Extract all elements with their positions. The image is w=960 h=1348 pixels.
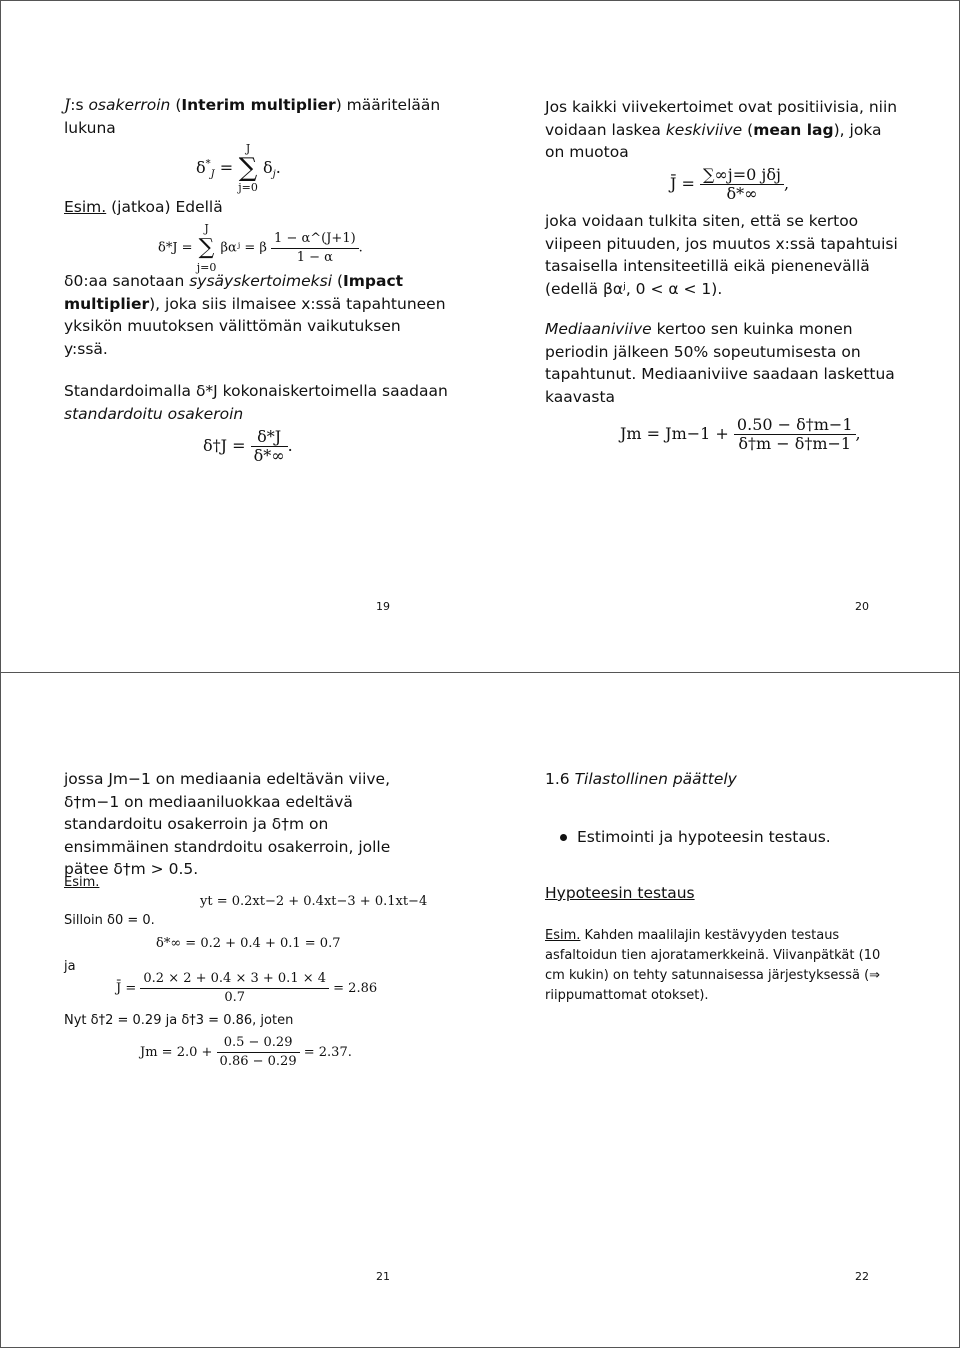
slide19-impact [64, 270, 449, 360]
equation-median-lag: Jm = Jm−1 + $\frac{0.50 - \delta\dagger m-1}{\delta\dagger m - \delta\dagger m-1}$ , [620, 415, 861, 453]
text: ( [332, 272, 344, 290]
eq3-numerator: δ*J [251, 428, 288, 447]
slide22-example [545, 926, 900, 1006]
slide21-silloin: Silloin δ0 = 0. [64, 913, 155, 928]
sum-upper: J [245, 142, 251, 155]
text: ), joka on muotoa [545, 120, 882, 161]
equation-mean-lag: J̄ = $\frac{\text{∑∞j=0 jδj}}{\delta*\infty}$ , [670, 165, 790, 203]
eq2-mid: βαʲ = β [220, 240, 267, 256]
bullet-icon [560, 834, 567, 841]
term-osakerroin: osakerroin [88, 96, 171, 114]
eq2-numerator: 1 − α^(J+1) [271, 230, 359, 249]
page-number-22: 22 [855, 1270, 869, 1283]
esim-label: Esim. [545, 928, 581, 943]
text: ) määritelään lukuna [64, 96, 441, 137]
section-number: 1.6 [545, 770, 575, 788]
slide19-esim [64, 196, 223, 219]
eq-numerator: ∑∞j=0 jδj [700, 166, 784, 185]
slide-20 [545, 96, 900, 164]
text: ( [742, 120, 754, 139]
text: Jos kaikki viivekertoimet ovat positiivisia, niin voidaan laskea [545, 98, 898, 139]
eq-denominator: 0.86 − 0.29 [219, 1054, 297, 1069]
term-sysayskerroin: sysäyskertoimeksi [189, 272, 333, 290]
term-impact-multiplier: Impact multiplier [64, 272, 404, 313]
page-number-21: 21 [376, 1270, 390, 1283]
section-title: Tilastollinen päättely [574, 770, 737, 788]
equation-standardized: δ†J = $\frac{\delta*J}{\delta*\infty}$ . [203, 427, 293, 465]
slide22-bullet [560, 826, 831, 849]
slide19-intro [64, 94, 449, 139]
eq2-denominator: 1 − α [296, 249, 333, 265]
equation-geometric: δ*J = J ∑ j=0 βαʲ = β $\frac{1 - \alpha\^{}(J+1)}{1 - \alpha}$ . [158, 222, 363, 274]
slide21-nyt: Nyt δ†2 = 0.29 ja δ†3 = 0.86, joten [64, 1013, 294, 1028]
term-keskiviive: keskiviive [665, 120, 743, 139]
equation-model: yt = 0.2xt−2 + 0.4xt−3 + 0.1xt−4 [200, 894, 428, 909]
eq2-lhs: δ*J = [158, 240, 193, 256]
eq-denominator: δ†m − δ†m−1 [738, 434, 852, 453]
slide-21 [64, 768, 424, 881]
eq-rhs: = 2.37. [303, 1045, 352, 1060]
equation-mean-lag-example [116, 970, 377, 1007]
text: ( [170, 96, 182, 114]
text: kertoo sen kuinka monen periodin jälkeen 50% sopeutumisesta on tapahtunut. Mediaaniviive saadaan laskettua kaavasta [545, 320, 895, 406]
eq-numerator: 0.5 − 0.29 [217, 1034, 300, 1053]
page-number-20: 20 [855, 600, 869, 613]
eq3-denominator: δ*∞ [253, 446, 285, 465]
slide21-esim [64, 872, 99, 895]
equation-total: δ*∞ = 0.2 + 0.4 + 0.1 = 0.7 [156, 936, 341, 951]
term-interim-multiplier: Interim multiplier [181, 96, 336, 114]
equation-median-example [140, 1034, 352, 1071]
text: δ0:aa sanotaan [64, 272, 190, 290]
text: ), joka siis ilmaisee x:ssä tapahtuneen yksikön muutoksen välittömän vaikutuksen y:ssä. [64, 294, 446, 358]
eq-lhs: Jm = Jm−1 + [620, 424, 729, 443]
eq-lhs: J̄ = [670, 174, 695, 193]
eq-denominator: δ*∞ [726, 184, 758, 203]
slide-19 [64, 94, 449, 139]
page-left-border [0, 0, 1, 1348]
bullet-text: Estimointi ja hypoteesin testaus. [577, 828, 831, 846]
esim-label: Esim. [64, 875, 100, 890]
esim-text: (jatkoa) Edellä [106, 198, 223, 216]
slide19-standardized [64, 380, 449, 425]
page-number-19: 19 [376, 600, 390, 613]
symbol-j: J [64, 96, 71, 114]
slide22-heading [545, 768, 737, 791]
subheading: Hypoteesin testaus [545, 884, 695, 902]
slide21-ja: ja [64, 959, 76, 974]
equation-partial-multiplier: $\delta^*_J$ = J ∑ j=0 $\delta_j$. [196, 142, 281, 194]
eq3-lhs: δ†J = [203, 436, 246, 455]
term-mediaaniviive: Mediaaniviive [545, 320, 652, 338]
sum-lower: j=0 [238, 181, 258, 194]
term-standardoitu: standardoitu osakeroin [64, 404, 244, 423]
eq-rhs: = 2.86 [333, 981, 378, 996]
eq-lhs: Jm = 2.0 + [140, 1045, 213, 1060]
slide21-intro: jossa Jm−1 on mediaania edeltävän viive, δ†m−1 on mediaaniluokkaa edeltävä standardoitu osakerroin ja δ†m on ensimmäinen standrdoitu osakerroin, jolle pätee δ†m > 0.5. [64, 770, 391, 878]
example-text: Kahden maalilajin kestävyyden testaus asfaltoidun tien ajoratamerkkeinä. Viivanpätkät (10 cm kukin) on tehty satunnaisessa järjestyksessä (⇒ riippumattomat otokset). [545, 928, 881, 1003]
interpretation-text: joka voidaan tulkita siten, että se kertoo viipeen pituuden, jos muutos x:ssä tapahtuisi tasaisella intensiteetillä eikä pienenevällä (edellä βαʲ, 0 < α < 1). [545, 212, 898, 298]
eq-denominator: 0.7 [224, 990, 246, 1005]
eq-lhs: J̄ = [116, 981, 137, 996]
eq-numerator: 0.50 − δ†m−1 [734, 416, 856, 435]
term-mean-lag: mean lag [753, 120, 834, 139]
slide20-median [545, 318, 900, 408]
page-middle-divider [0, 672, 960, 673]
slide22-subheading [545, 882, 695, 905]
text: :s [70, 96, 89, 114]
eq-numerator: 0.2 × 2 + 0.4 × 3 + 0.1 × 4 [140, 970, 329, 989]
esim-label: Esim. [64, 198, 107, 216]
page-top-border [0, 0, 960, 1]
slide20-interpretation [545, 210, 900, 300]
text: Standardoimalla δ*J kokonaiskertoimella saadaan [64, 382, 448, 400]
